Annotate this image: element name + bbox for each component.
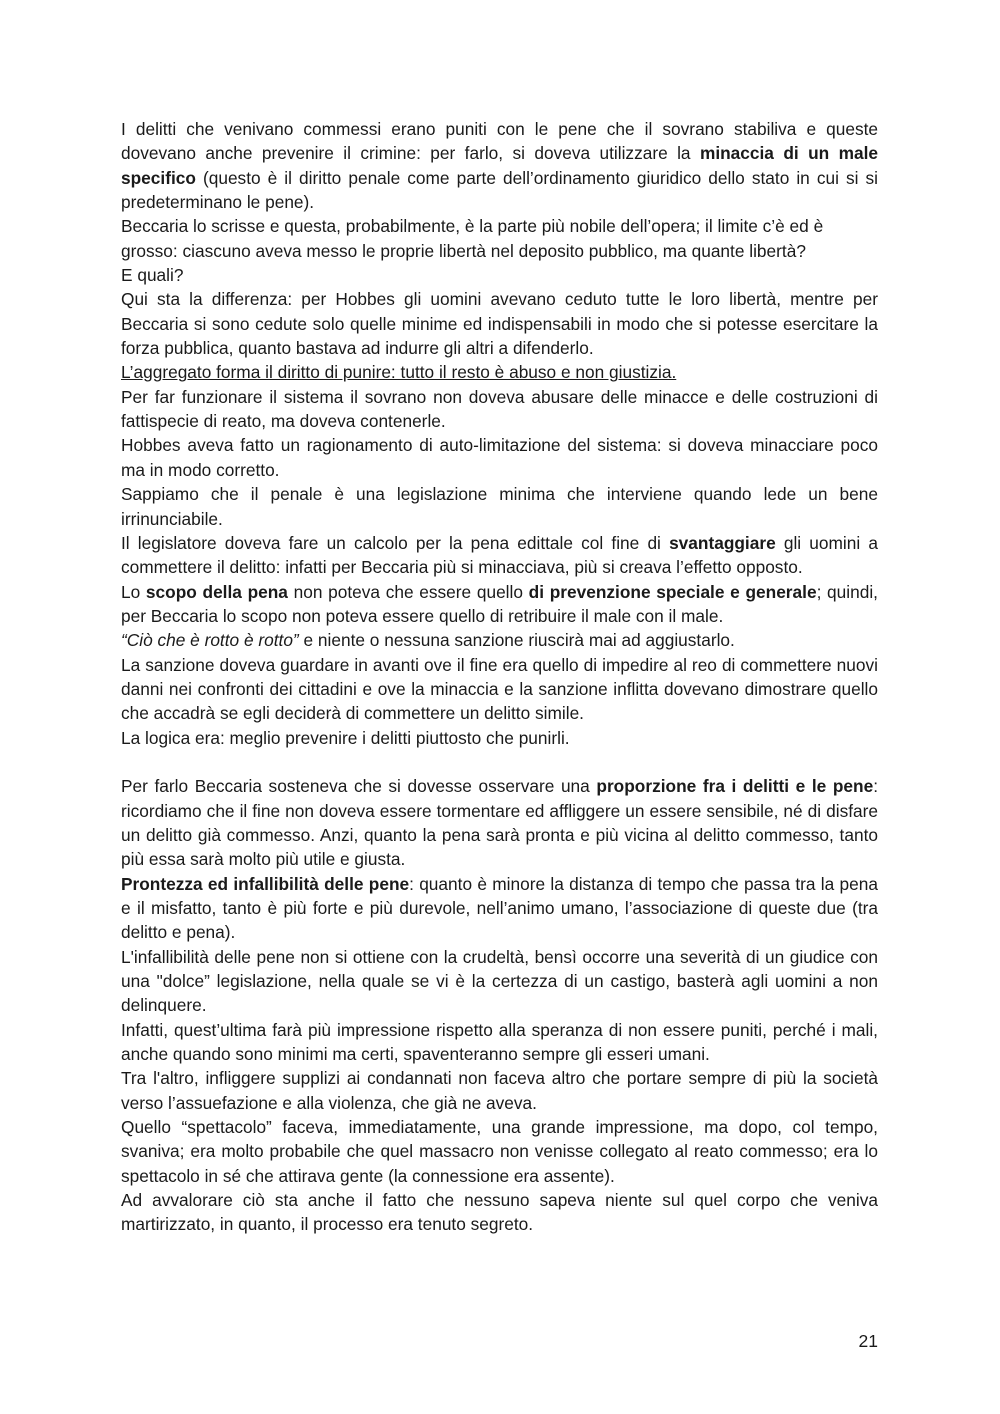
paragraph — [121, 628, 878, 652]
paragraph — [121, 360, 878, 384]
text-run: non poteva che essere quello — [287, 581, 529, 602]
text-run: Sappiamo che il penale è una legislazione minima che interviene quando lede un bene irrinunciabile. — [121, 484, 878, 529]
paragraph — [121, 385, 878, 434]
text-run: Per far funzionare il sistema il sovrano non doveva abusare delle minacce e delle costruzioni di fattispecie di reato, ma doveva contenerle. — [121, 386, 878, 432]
text-run: gli uomini a commettere il delitto: infatti per Beccaria più si minacciava, più si creava l’effetto opposto. — [121, 532, 878, 578]
text-bold: minaccia di un male specifico — [121, 143, 878, 188]
text-bold: Prontezza ed infallibilità delle pene — [121, 873, 410, 894]
text-run: Quello “spettacolo” faceva, immediatamente, una grande impressione, ma dopo, col tempo, svaniva; era molto probabile che quel massacro non venisse collegato al reato commesso; era lo spettacolo in sé che attirava gente (la connessione era assente). — [121, 1117, 878, 1186]
text-run: Il legislatore doveva fare un calcolo per la pena edittale col fine di — [121, 532, 670, 553]
text-run: e niente o nessuna sanzione riuscirà mai ad aggiustarlo. — [298, 630, 735, 651]
text-run: ; quindi, per Beccaria lo scopo non poteva essere quello di retribuire il male con il male. — [121, 581, 878, 626]
paragraph — [121, 1018, 878, 1067]
paragraph — [121, 580, 878, 629]
text-run: (questo è il diritto penale come parte dell’ordinamento giuridico dello stato in cui si si predeterminano le pene). — [121, 167, 878, 213]
document-body — [121, 117, 878, 1237]
text-run: : ricordiamo che il fine non doveva essere tormentare ed affliggere un essere sensibile, né di disfare un delitto già commesso. Anzi, quanto la pena sarà pronta e più vicina al delitto commesso, tanto più essa sarà molto più utile e giusta. — [121, 776, 878, 870]
paragraph — [121, 263, 878, 287]
page-number: 21 — [858, 1331, 878, 1351]
paragraph — [121, 1066, 878, 1115]
paragraph — [121, 1188, 878, 1237]
text-underline: L’aggregato forma il diritto di punire: tutto il resto è abuso e non giustizia. — [121, 362, 677, 383]
text-bold: scopo della pena — [145, 581, 288, 602]
paragraph — [121, 872, 878, 945]
text-run: Lo — [121, 581, 146, 602]
text-bold: svantaggiare — [669, 532, 776, 553]
text-run: Tra l'altro, infliggere supplizi ai condannati non faceva altro che portare sempre di più la società verso l’assuefazione e alla violenza, che già ne aveva. — [121, 1068, 878, 1113]
paragraph — [121, 214, 878, 263]
paragraph-spacer — [121, 750, 878, 774]
text-run: La sanzione doveva guardare in avanti ove il fine era quello di impedire al reo di commettere nuovi danni nei confronti dei cittadini e ove la minaccia e la sanzione inflitta dovevano dimostrare quello che accadrà se egli deciderà di commettere un delitto simile. — [121, 654, 878, 724]
text-italic: “Ciò che è rotto è rotto” — [121, 630, 299, 651]
paragraph — [121, 1115, 878, 1188]
paragraph — [121, 287, 878, 360]
paragraph — [121, 653, 878, 726]
text-run: La logica era: meglio prevenire i delitti piuttosto che punirli. — [121, 727, 570, 748]
text-run: : quanto è minore la distanza di tempo che passa tra la pena e il misfatto, tanto è più forte e più durevole, nell’animo umano, l’associazione di queste due (tra delitto e pena). — [121, 873, 878, 943]
text-run: Beccaria lo scrisse e questa, probabilmente, è la parte più nobile dell’opera; il limite c’è ed è grosso: ciascuno aveva messo le proprie libertà nel deposito pubblico, ma quante libertà? — [121, 216, 824, 261]
paragraph — [121, 945, 878, 1018]
paragraph — [121, 117, 878, 214]
paragraph — [121, 726, 878, 750]
text-run: L'infallibilità delle pene non si ottiene con la crudeltà, bensì occorre una severità di un giudice con una "dolce” legislazione, nella quale se vi è la certezza di un castigo, basterà agli uomini a non delinquere. — [121, 946, 878, 1016]
text-run: I delitti che venivano commessi erano puniti con le pene che il sovrano stabiliva e queste dovevano anche prevenire il crimine: per farlo, si doveva utilizzare la — [121, 119, 878, 164]
paragraph — [121, 774, 878, 871]
text-bold: proporzione fra i delitti e le pene — [596, 776, 874, 797]
paragraph — [121, 482, 878, 531]
text-run: Hobbes aveva fatto un ragionamento di auto-limitazione del sistema: si doveva minacciare poco ma in modo corretto. — [121, 435, 878, 480]
text-run: Qui sta la differenza: per Hobbes gli uomini avevano ceduto tutte le loro libertà, mentre per Beccaria si sono cedute solo quelle minime ed indispensabili in modo che si potesse esercitare la forza pubblica, quanto bastava ad indurre gli altri a difenderlo. — [121, 289, 878, 359]
text-run: Per farlo Beccaria sosteneva che si dovesse osservare una — [121, 776, 597, 797]
text-run: Infatti, quest’ultima farà più impressione rispetto alla speranza di non essere puniti, perché i mali, anche quando sono minimi ma certi, spaventeranno sempre gli esseri umani. — [121, 1019, 878, 1065]
paragraph — [121, 433, 878, 482]
text-run: E quali? — [121, 265, 184, 286]
text-run: Ad avvalorare ciò sta anche il fatto che nessuno sapeva niente sul quel corpo che veniva martirizzato, in quanto, il processo era tenuto segreto. — [121, 1190, 878, 1235]
paragraph — [121, 531, 878, 580]
text-bold: di prevenzione speciale e generale — [528, 581, 817, 602]
